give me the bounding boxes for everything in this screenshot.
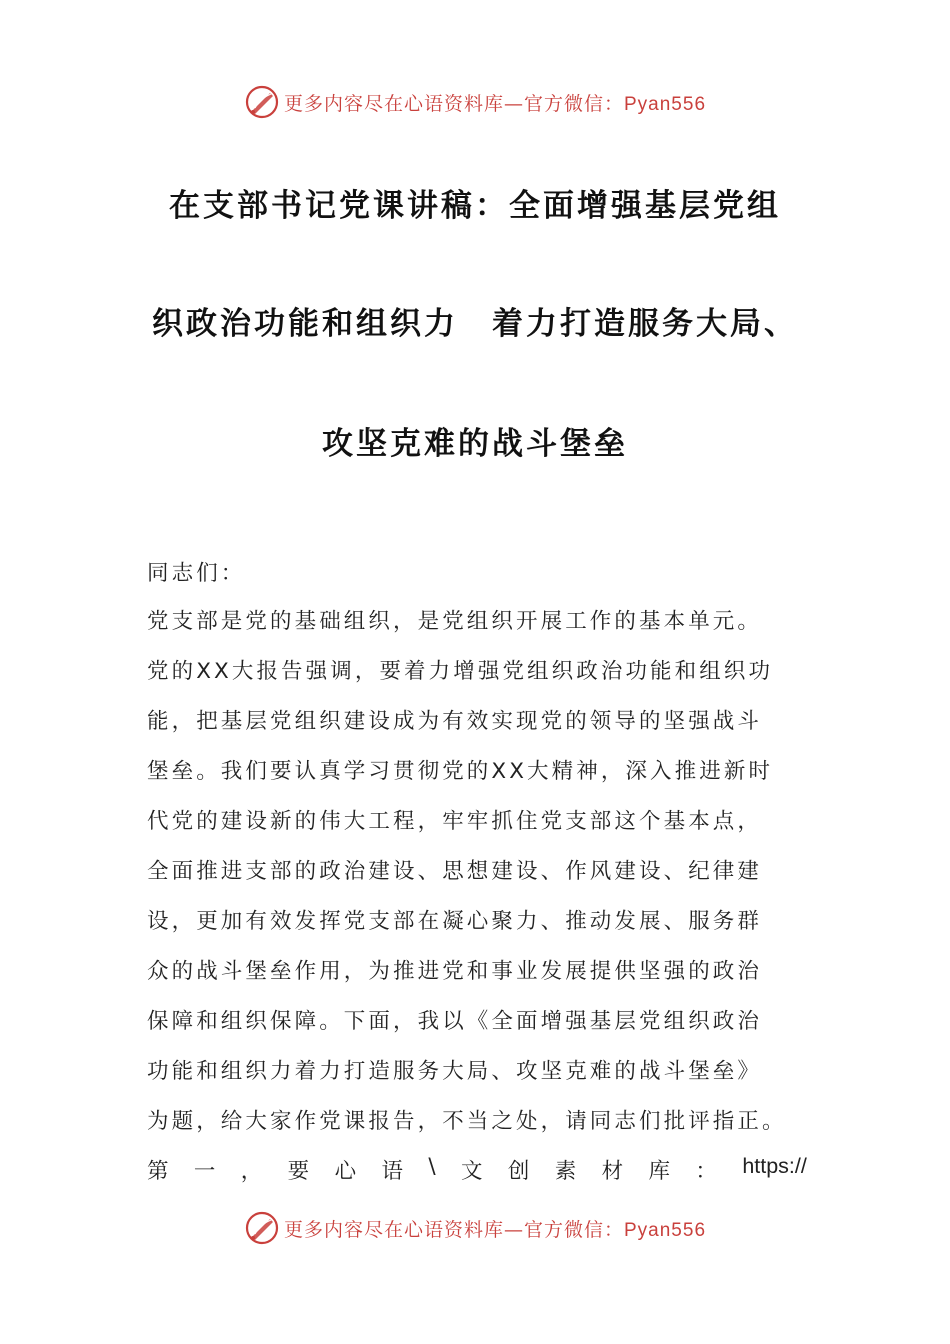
body-line: 为题，给大家作党课报告，不当之处，请同志们批评指正。 bbox=[147, 1109, 787, 1134]
char: 一 bbox=[193, 1159, 219, 1184]
char: ， bbox=[240, 1159, 266, 1184]
greeting: 同志们： bbox=[147, 561, 246, 586]
body-line: 保障和组织保障。下面，我以《全面增强基层党组织政治 bbox=[147, 1009, 763, 1034]
char: 库 bbox=[648, 1159, 674, 1184]
quill-logo-icon bbox=[244, 1210, 280, 1246]
char: 第 bbox=[147, 1159, 172, 1184]
char: 素 bbox=[554, 1159, 580, 1184]
watermark-banner-top bbox=[0, 82, 950, 122]
body-line: 党支部是党的基础组织，是党组织开展工作的基本单元。 bbox=[147, 609, 763, 634]
body-line: 众的战斗堡垒作用，为推进党和事业发展提供坚强的政治 bbox=[147, 959, 763, 984]
char: 心 bbox=[334, 1159, 360, 1184]
char: 创 bbox=[507, 1159, 533, 1184]
document-title-line-3: 攻坚克难的战斗堡垒 bbox=[322, 426, 628, 462]
body-line: 党的XX大报告强调，要着力增强党组织政治功能和组织功 bbox=[147, 659, 774, 684]
body-line: 代党的建设新的伟大工程，牢牢抓住党支部这个基本点， bbox=[147, 809, 763, 834]
char: 材 bbox=[601, 1159, 627, 1184]
watermark-text: 更多内容尽在心语资料库—官方微信：Pyan556 bbox=[283, 1218, 707, 1241]
url-link[interactable]: https:// bbox=[742, 1154, 807, 1178]
char: \ bbox=[428, 1154, 439, 1179]
watermark-banner-bottom bbox=[0, 1208, 950, 1248]
char: 语 bbox=[381, 1159, 407, 1184]
body-line: 设，更加有效发挥党支部在凝心聚力、推动发展、服务群 bbox=[147, 909, 763, 934]
watermark-text: 更多内容尽在心语资料库—官方微信：Pyan556 bbox=[283, 92, 707, 115]
char: 文 bbox=[460, 1159, 486, 1184]
body-line: 全面推进支部的政治建设、思想建设、作风建设、纪律建 bbox=[147, 859, 763, 884]
body-line: 能，把基层党组织建设成为有效实现党的领导的坚强战斗 bbox=[147, 709, 763, 734]
document-title-line-2: 织政治功能和组织力 着力打造服务大局、 bbox=[152, 306, 798, 342]
body-line: 功能和组织力着力打造服务大局、攻坚克难的战斗堡垒》 bbox=[147, 1059, 763, 1084]
quill-logo-icon bbox=[244, 84, 280, 120]
document-title-line-1: 在支部书记党课讲稿：全面增强基层党组 bbox=[169, 188, 781, 224]
char: ： bbox=[695, 1159, 721, 1184]
body-line: 堡垒。我们要认真学习贯彻党的XX大精神，深入推进新时 bbox=[147, 759, 774, 784]
body-line-justified bbox=[147, 1154, 807, 1188]
char: 要 bbox=[287, 1159, 313, 1184]
